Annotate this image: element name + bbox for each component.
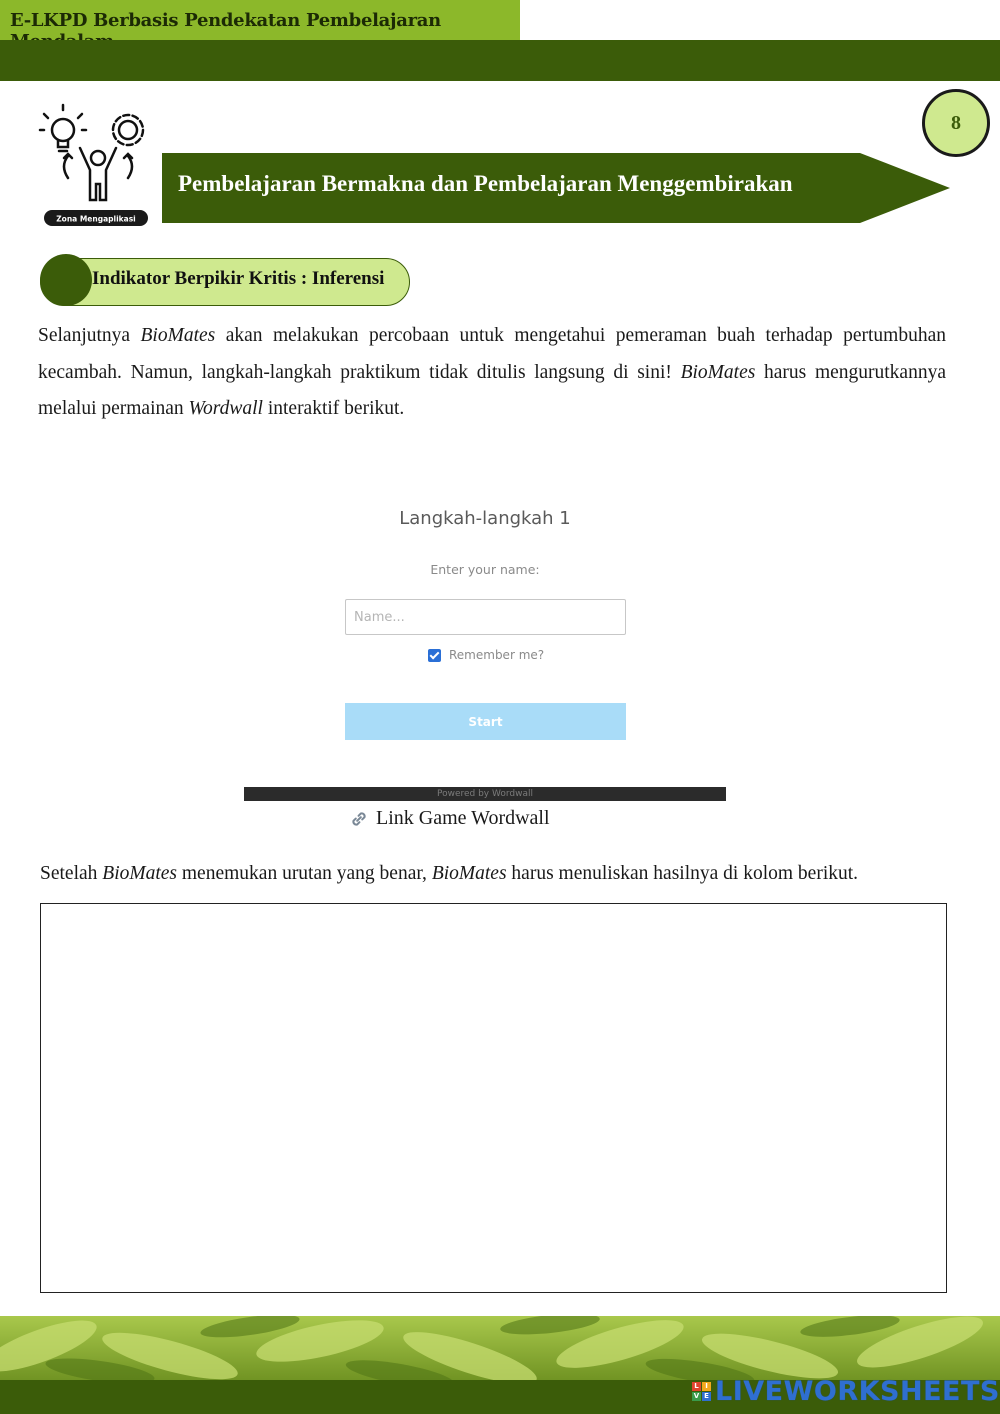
link-label[interactable]: Link Game Wordwall [376, 807, 550, 829]
powered-by-footer: Powered by Wordwall [244, 787, 726, 801]
paragraph-emphasis: BioMates [140, 325, 216, 346]
zone-label: Zona Mengaplikasi [56, 214, 136, 224]
instruction-emphasis: BioMates [431, 863, 507, 884]
logo-letter: V [693, 1392, 700, 1400]
intro-paragraph [38, 318, 946, 428]
name-input[interactable] [345, 599, 626, 635]
remember-me-label: Remember me? [449, 648, 545, 662]
indicator-label: Indikator Berpikir Kritis : Inferensi [92, 268, 385, 289]
paragraph-text: akan melakukan percobaan untuk mengetahui pemeraman buah terhadap pertumbuhan kecambah. Namun, langkah-langkah praktikum tidak ditulis langsung di sini! [38, 325, 946, 383]
liveworksheets-wordmark: LIVEWORKSHEETS [715, 1376, 1000, 1407]
answer-textbox[interactable] [40, 903, 947, 1293]
paragraph-text: harus mengurutkannya melalui permainan [38, 361, 946, 419]
instruction-text: Setelah [40, 863, 103, 884]
remember-me-checkbox[interactable] [428, 649, 441, 662]
instruction-text: menemukan urutan yang benar, [177, 863, 432, 884]
indicator-dot [40, 254, 92, 306]
paragraph-emphasis: BioMates [680, 361, 756, 383]
liveworksheets-logo [692, 1376, 1000, 1407]
instruction-sentence [40, 863, 858, 885]
leaf-pattern [0, 1316, 1000, 1382]
section-title: Pembelajaran Bermakna dan Pembelajaran Menggembirakan [178, 171, 793, 196]
header-band [0, 40, 1000, 81]
logo-letter: I [702, 1382, 711, 1391]
start-button[interactable]: Start [345, 703, 626, 740]
page-number: 8 [951, 112, 961, 134]
paragraph-text: Selanjutnya [38, 325, 141, 346]
paragraph-text: interaktif berikut. [262, 398, 405, 419]
document-title: E-LKPD Berbasis Pendekatan Pembelajaran [10, 10, 441, 31]
wordwall-embed [244, 488, 726, 800]
document-title-tab [0, 0, 520, 42]
logo-letter: E [702, 1392, 711, 1401]
lightbulb-gear-person-icon [38, 100, 158, 230]
logo-letter: L [692, 1382, 701, 1391]
liveworksheets-logo-mark [692, 1382, 711, 1401]
instruction-text: harus menuliskan hasilnya di kolom berikut. [506, 863, 859, 884]
page-number-badge [922, 89, 990, 157]
paragraph-emphasis: Wordwall [188, 398, 263, 419]
game-title: Langkah-langkah 1 [399, 508, 571, 529]
wordwall-link[interactable] [348, 807, 550, 830]
remember-me-row[interactable] [428, 648, 544, 662]
name-prompt: Enter your name: [430, 562, 540, 577]
link-icon [348, 808, 370, 830]
instruction-emphasis: BioMates [102, 863, 178, 884]
